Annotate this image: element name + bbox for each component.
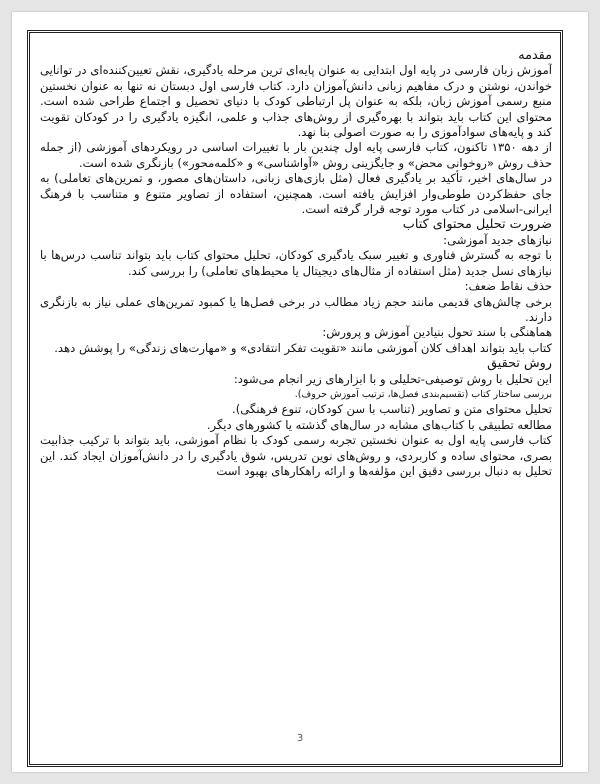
intro-paragraph: از دهه ۱۳۵۰ تاکنون، کتاب فارسی پایه اول چندین بار با تغییرات اساسی در رویکردهای آموزشی (از جمله حذف روش «روخوانی محض» و جایگزینی روش «آواشناسی» و «کلمه‌محور») بازنگری شده است. [40,140,552,170]
method-item: بررسی ساختار کتاب (تقسیم‌بندی فصل‌ها، ترتیب آموزش حروف). [294,388,552,400]
intro-paragraph: آموزش زبان فارسی در پایه اول ابتدایی به عنوان پایه‌ای ترین مرحله یادگیری، نقش تعیین‌کننده‌ای در توانایی خواندن، نوشتن و درک مفاهیم زبانی دانش‌آموزان دارد. کتاب فارسی اول دبستان نه تنها به عنوان نخستین منبع رسمی آموزش زبان، بلکه به عنوان پل ارتباطی کودک با دنیای تحصیل و اجتماع طراحی شده است. محتوای این کتاب باید بتواند با بهره‌گیری از روش‌های جذاب و علمی، انگیزه یادگیری را در کودکان تقویت کند و پایه‌های سوادآموزی را به صورت اصولی بنا نهد. [40,63,552,140]
subheading-alignment: هماهنگی با سند تحول بنیادین آموزش و پرورش: [322,325,552,340]
method-item: مطالعه تطبیقی با کتاب‌های مشابه در سال‌های گذشته یا کشورهای دیگر. [206,417,552,432]
page-number: 3 [296,733,304,744]
method-item: تحلیل محتوای متن و تصاویر (تناسب با سن کودکان، تنوع فرهنگی). [232,402,552,417]
conclusion-paragraph: کتاب فارسی پایه اول به عنوان نخستین تجربه رسمی کودک با نظام آموزشی، باید بتواند با ترکیب جذابیت بصری، محتوای ساده و کاربردی، و روش‌های نوین تدریس، شوق یادگیری را در دانش‌آموزان ایجاد کند. این تحلیل به دنبال بررسی دقیق این مؤلفه‌ها و ارائه راهکارهای بهبود است [40,433,552,478]
weaknesses-paragraph: برخی چالش‌های قدیمی مانند حجم زیاد مطالب در برخی فصل‌ها یا کمبود تمرین‌های عملی نیاز به بازنگری دارند. [40,294,552,324]
alignment-paragraph: کتاب باید بتواند اهداف کلان آموزشی مانند «تقویت تفکر انتقادی» و «مهارت‌های زندگی» را پوشش دهد. [54,340,552,355]
new-needs-paragraph: با توجه به گسترش فناوری و تغییر سبک یادگیری کودکان، تحلیل محتوای کتاب باید بتواند تناسب درس‌ها با نیازهای نسل جدید (مثل استفاده از مثال‌های دیجیتال یا محیط‌های تعاملی) را بررسی کند. [40,248,552,278]
subheading-weaknesses: حذف نقاط ضعف: [464,279,552,294]
necessity-heading: ضرورت تحلیل محتوای کتاب [402,217,552,233]
intro-heading: مقدمه [518,48,552,63]
document-content [40,48,552,740]
intro-paragraph: در سال‌های اخیر، تأکید بر یادگیری فعال (مثل بازی‌های زبانی، داستان‌های مصور، و تمرین‌های تعاملی) به جای حفظ‌کردن طوطی‌وار افزایش یافته است. همچنین، استفاده از تصاویر متنوع و متناسب با فرهنگ ایرانی-اسلامی در کتاب مورد توجه قرار گرفته است. [40,171,552,217]
subheading-new-needs: نیازهای جدید آموزشی: [443,232,552,247]
method-intro: این تحلیل با روش توصیفی-تحلیلی و با ابزارهای زیر انجام می‌شود: [233,371,552,386]
method-heading: روش تحقیق [487,356,552,372]
